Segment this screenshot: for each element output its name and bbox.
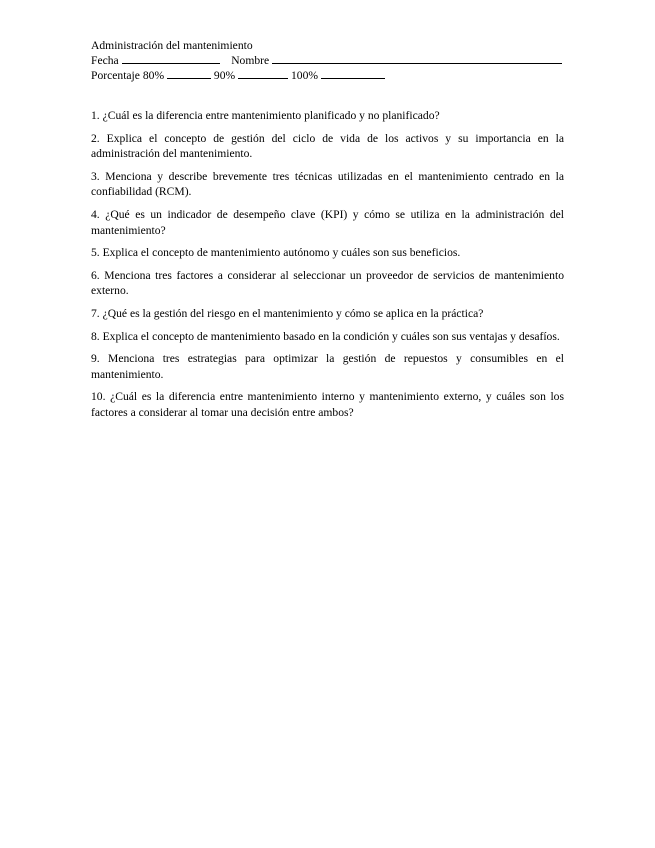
question-8: 8. Explica el concepto de mantenimiento basado en la condición y cuáles son sus ventajas y desafíos. xyxy=(91,329,560,343)
document-title: Administración del mantenimiento xyxy=(91,39,253,52)
question-9: 9. Menciona tres estrategias para optimizar la gestión de repuestos y consumibles en el mantenimiento. xyxy=(91,352,564,381)
question-2: 2. Explica el concepto de gestión del ciclo de vida de los activos y su importancia en la administración del mantenimiento. xyxy=(91,131,564,161)
document-header xyxy=(91,38,566,83)
fecha-label: Fecha xyxy=(91,54,119,67)
question-4: 4. ¿Qué es un indicador de desempeño clave (KPI) y cómo se utiliza en la administración del mantenimiento? xyxy=(91,207,564,237)
pct-80-label: 80% xyxy=(142,69,165,82)
pct-90-label: 90% xyxy=(213,69,236,82)
question-5: 5. Explica el concepto de mantenimiento autónomo y cuáles son sus beneficios. xyxy=(91,246,461,260)
pct-90-blank[interactable] xyxy=(238,68,288,79)
fecha-blank[interactable] xyxy=(122,53,220,64)
pct-100-blank[interactable] xyxy=(321,68,385,79)
nombre-blank[interactable] xyxy=(272,53,562,64)
question-7: 7. ¿Qué es la gestión del riesgo en el mantenimiento y cómo se aplica en la práctica? xyxy=(91,306,484,320)
pct-100-label: 100% xyxy=(291,69,319,82)
question-list xyxy=(91,108,564,428)
question-10: 10. ¿Cuál es la diferencia entre mantenimiento interno y mantenimiento externo, y cuáles son los factores a considerar al tomar una decisión entre ambos? xyxy=(91,390,564,419)
question-3: 3. Menciona y describe brevemente tres técnicas utilizadas en el mantenimiento centrado en la confiabilidad (RCM). xyxy=(91,169,564,199)
fecha-nombre-line xyxy=(91,53,566,68)
pct-80-blank[interactable] xyxy=(167,68,211,79)
porcentaje-line xyxy=(91,68,566,83)
porcentaje-label: Porcentaje xyxy=(91,69,140,82)
nombre-label: Nombre xyxy=(231,54,270,67)
question-6: 6. Menciona tres factores a considerar al seleccionar un proveedor de servicios de mantenimiento externo. xyxy=(91,268,564,298)
question-1: 1. ¿Cuál es la diferencia entre mantenimiento planificado y no planificado? xyxy=(91,109,440,122)
